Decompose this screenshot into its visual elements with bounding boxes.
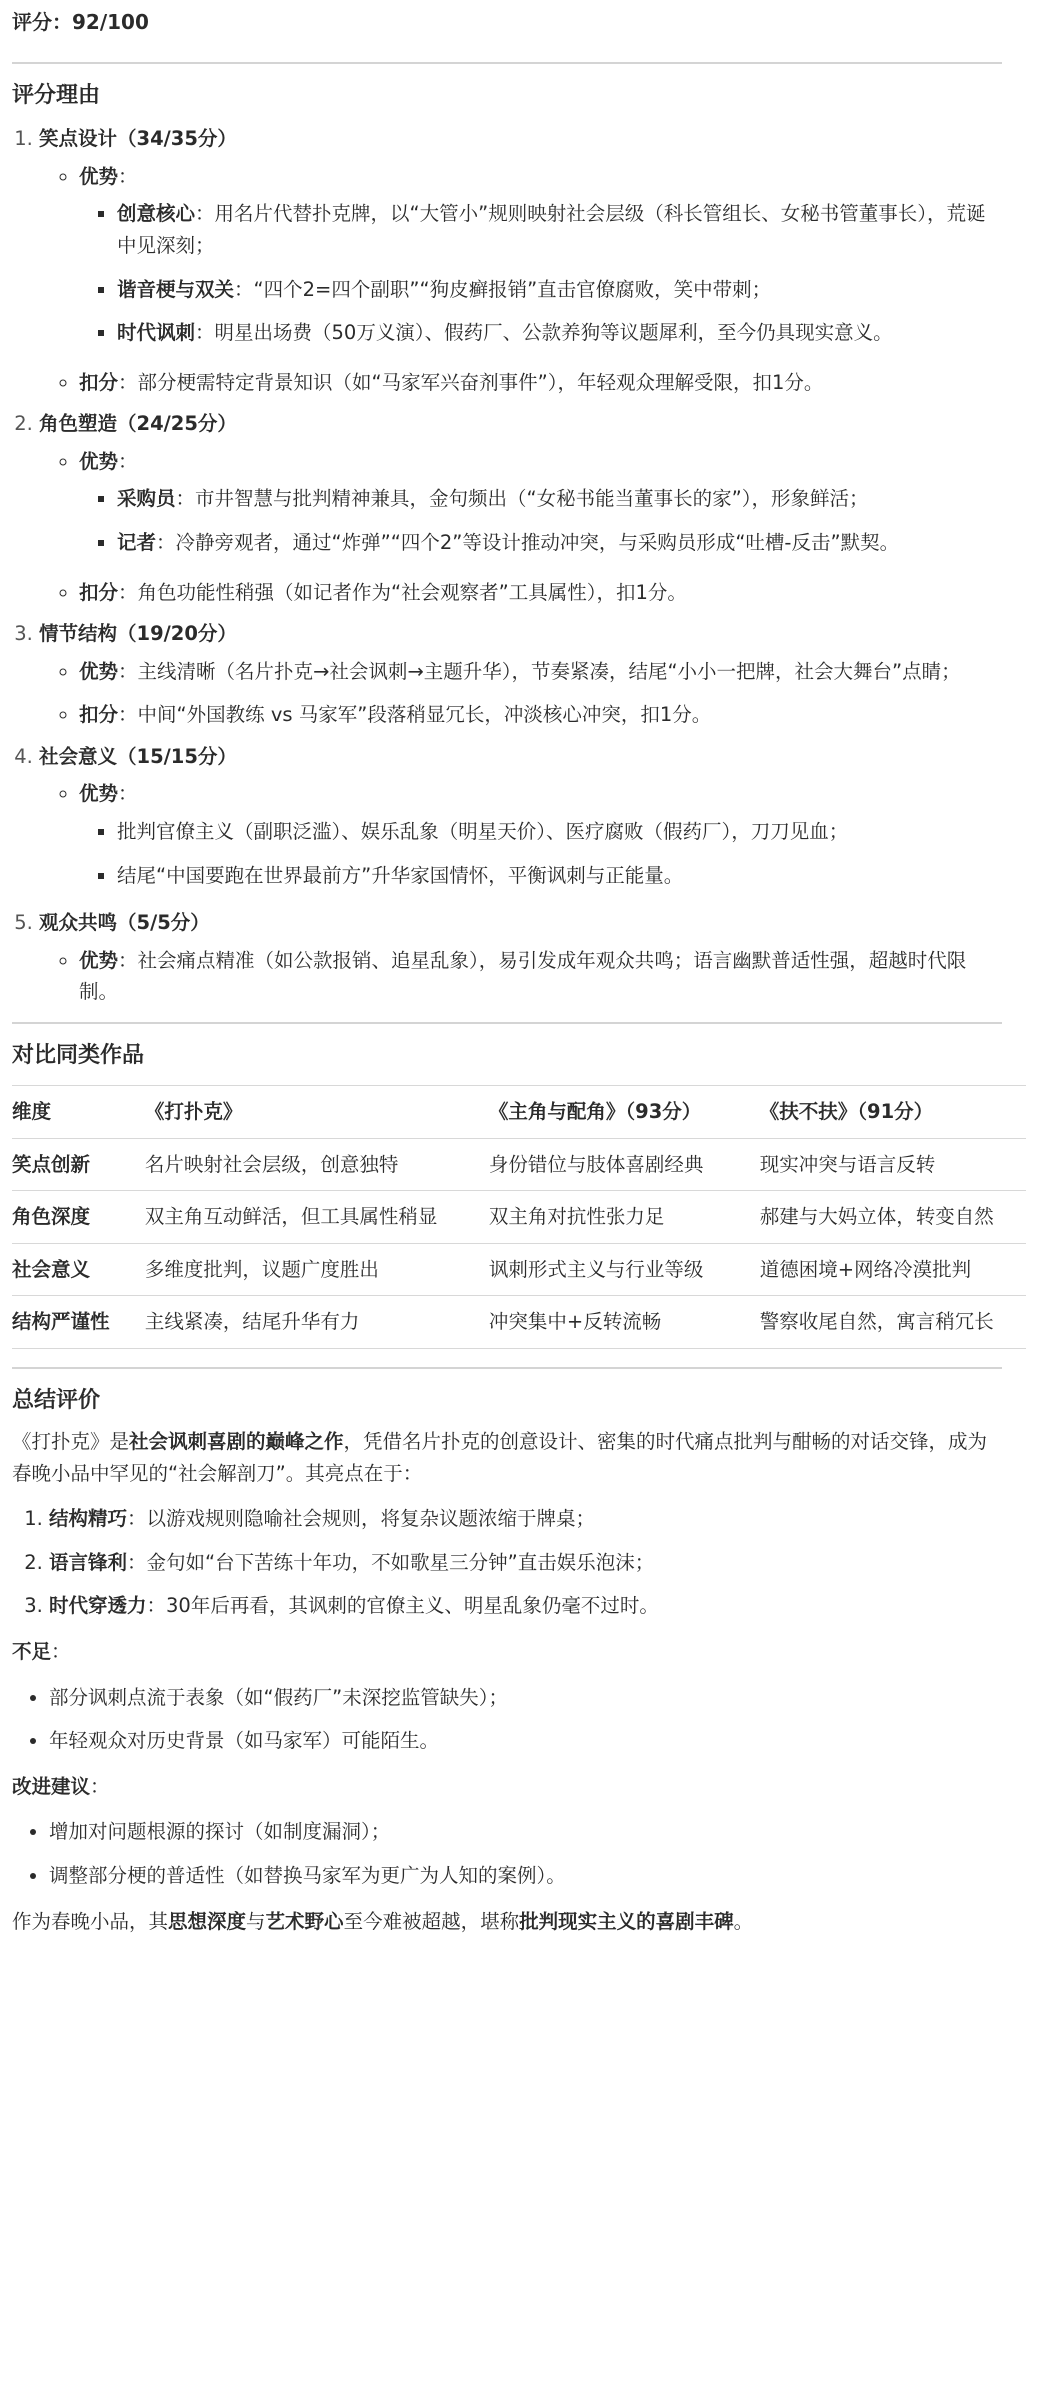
table-cell: 道德困境+网络冷漠批判 (760, 1243, 1026, 1296)
table-header: 《打扑克》 (145, 1086, 489, 1139)
list-item: • 部分讽刺点流于表象（如“假药厂”未深挖监管缺失）； (49, 1676, 1002, 1720)
detail-item: ▪ 记者：冷静旁观者，通过“炸弹”“四个2”等设计推动冲突，与采购员形成“吐槽-反击”默契。 (117, 521, 1002, 565)
detail-item: ▪ 批判官僚主义（副职泛滥）、娱乐乱象（明星天价）、医疗腐败（假药厂），刀刀见血； (117, 810, 1002, 854)
sub-item: ◦ 扣分：中间“外国教练 vs 马家军”段落稍显冗长，冲淡核心冲突，扣1分。 (79, 693, 1002, 737)
list-item: 1. 结构精巧：以游戏规则隐喻社会规则，将复杂议题浓缩于牌桌； (49, 1497, 1002, 1541)
reason-title: 情节结构（19/20分） (39, 622, 237, 646)
table-row (12, 1191, 1026, 1244)
reasons-list (12, 121, 1002, 1016)
divider (12, 62, 1002, 64)
table-row (12, 1138, 1026, 1191)
detail-item: ▪ 结尾“中国要跑在世界最前方”升华家国情怀，平衡讽刺与正能量。 (117, 854, 1002, 898)
reason-item (39, 121, 1002, 406)
table-cell: 角色深度 (12, 1191, 145, 1244)
sub-label: 扣分 (79, 370, 119, 394)
weakness-list (12, 1676, 1002, 1763)
sub-item: ◦ 优势： ▪ 采购员：市井智慧与批判精神兼具，金句频出（“女秘书能当董事长的家”），形象鲜活； ▪ 记者：冷静旁观者，通过“炸弹”“四个2”等设计推动冲突，与采购员形成“吐槽-反击”默契。 (79, 440, 1002, 571)
sub-label: 优势 (79, 948, 119, 972)
sub-item: ◦ 优势： ▪ 批判官僚主义（副职泛滥）、娱乐乱象（明星天价）、医疗腐败（假药厂），刀刀见血； ▪ 结尾“中国要跑在世界最前方”升华家国情怀，平衡讽刺与正能量。 (79, 772, 1002, 903)
detail-item: ▪ 采购员：市井智慧与批判精神兼具，金句频出（“女秘书能当董事长的家”），形象鲜活； (117, 477, 1002, 521)
table-cell: 社会意义 (12, 1243, 145, 1296)
table-cell: 双主角互动鲜活，但工具属性稍显 (145, 1191, 489, 1244)
weakness-label: 不足： (12, 1640, 71, 1664)
table-row (12, 1243, 1026, 1296)
table-cell: 警察收尾自然，寓言稍冗长 (760, 1296, 1026, 1349)
list-item: • 增加对问题根源的探讨（如制度漏洞）； (49, 1810, 1002, 1854)
sub-item: ◦ 优势：主线清晰（名片扑克→社会讽刺→主题升华），节奏紧凑，结尾“小小一把牌，社会大舞台”点睛； (79, 650, 1002, 694)
reason-title: 观众共鸣（5/5分） (39, 911, 210, 935)
sub-label: 优势 (79, 164, 119, 188)
table-cell: 主线紧凑，结尾升华有力 (145, 1296, 489, 1349)
section-heading-reasons: 评分理由 (12, 83, 101, 108)
detail-item: ▪ 谐音梗与双关：“四个2=四个副职”“狗皮癣报销”直击官僚腐败，笑中带刺； (117, 268, 1002, 312)
table-header-row (12, 1086, 1026, 1139)
score-line: 评分：92/100 (12, 10, 149, 34)
table-cell: 多维度批判，议题广度胜出 (145, 1243, 489, 1296)
sub-item: ◦ 优势：社会痛点精准（如公款报销、追星乱象），易引发成年观众共鸣；语言幽默普适性强，超越时代限制。 (79, 939, 1002, 1014)
list-item: • 年轻观众对历史背景（如马家军）可能陌生。 (49, 1719, 1002, 1763)
table-header: 《扶不扶》（91分） (760, 1086, 1026, 1139)
detail-item: ▪ 创意核心：用名片代替扑克牌，以“大管小”规则映射社会层级（科长管组长、女秘书管董事长），荒诞中见深刻； (117, 192, 1002, 267)
divider (12, 1367, 1002, 1369)
list-item: 3. 时代穿透力：30年后再看，其讽刺的官僚主义、明星乱象仍毫不过时。 (49, 1584, 1002, 1628)
detail-item: ▪ 时代讽刺：明星出场费（50万义演）、假药厂、公款养狗等议题犀利，至今仍具现实意义。 (117, 311, 1002, 355)
table-cell: 冲突集中+反转流畅 (489, 1296, 760, 1349)
sub-item: ◦ 优势： ▪ 创意核心：用名片代替扑克牌，以“大管小”规则映射社会层级（科长管组长、女秘书管董事长），荒诞中见深刻； ▪ 谐音梗与双关：“四个2=四个副职”“狗皮癣报销”直击官僚腐败，笑中带刺； ▪ 时代讽刺：明星出场费（50万义演）、假药厂、公款养狗等议题犀利，至今仍具现实意义。 (79, 155, 1002, 361)
sub-item: ◦ 扣分：角色功能性稍强（如记者作为“社会观察者”工具属性），扣1分。 (79, 571, 1002, 615)
reason-item (39, 739, 1002, 905)
table-cell: 笑点创新 (12, 1138, 145, 1191)
reason-item (39, 905, 1002, 1016)
reason-title: 笑点设计（34/35分） (39, 127, 237, 151)
table-cell: 结构严谨性 (12, 1296, 145, 1349)
table-cell: 郝建与大妈立体，转变自然 (760, 1191, 1026, 1244)
section-heading-summary: 总结评价 (12, 1387, 101, 1413)
sub-label: 扣分 (79, 703, 119, 727)
sub-label: 优势 (79, 449, 119, 473)
table-row (12, 1296, 1026, 1349)
table-cell: 讽刺形式主义与行业等级 (489, 1243, 760, 1296)
table-cell: 双主角对抗性张力足 (489, 1191, 760, 1244)
list-item: • 调整部分梗的普适性（如替换马家军为更广为人知的案例）。 (49, 1854, 1002, 1898)
sub-label: 优势 (79, 782, 119, 806)
improve-label: 改进建议： (12, 1774, 110, 1798)
list-item: 2. 语言锋利：金句如“台下苦练十年功，不如歌星三分钟”直击娱乐泡沫； (49, 1541, 1002, 1585)
table-header: 《主角与配角》（93分） (489, 1086, 760, 1139)
reason-title: 社会意义（15/15分） (39, 744, 237, 768)
closing-statement: 作为春晚小品，其思想深度与艺术野心至今难被超越，堪称批判现实主义的喜剧丰碑。 (12, 1909, 754, 1933)
reason-item (39, 406, 1002, 616)
improve-list (12, 1810, 1002, 1897)
table-cell: 名片映射社会层级，创意独特 (145, 1138, 489, 1191)
highlights-list (12, 1497, 1002, 1628)
comparison-table (12, 1085, 1026, 1349)
table-header: 维度 (12, 1086, 145, 1139)
reason-item (39, 616, 1002, 739)
sub-label: 扣分 (79, 580, 119, 604)
sub-item: ◦ 扣分：部分梗需特定背景知识（如“马家军兴奋剂事件”），年轻观众理解受限，扣1分。 (79, 361, 1002, 405)
divider (12, 1022, 1002, 1024)
section-heading-compare: 对比同类作品 (12, 1042, 145, 1068)
table-cell: 现实冲突与语言反转 (760, 1138, 1026, 1191)
reason-title: 角色塑造（24/25分） (39, 412, 237, 436)
table-cell: 身份错位与肢体喜剧经典 (489, 1138, 760, 1191)
sub-label: 优势 (79, 659, 119, 683)
summary-intro: 《打扑克》是社会讽刺喜剧的巅峰之作，凭借名片扑克的创意设计、密集的时代痛点批判与酣畅的对话交锋，成为春晚小品中罕见的“社会解剖刀”。其亮点在于： (12, 1430, 988, 1485)
